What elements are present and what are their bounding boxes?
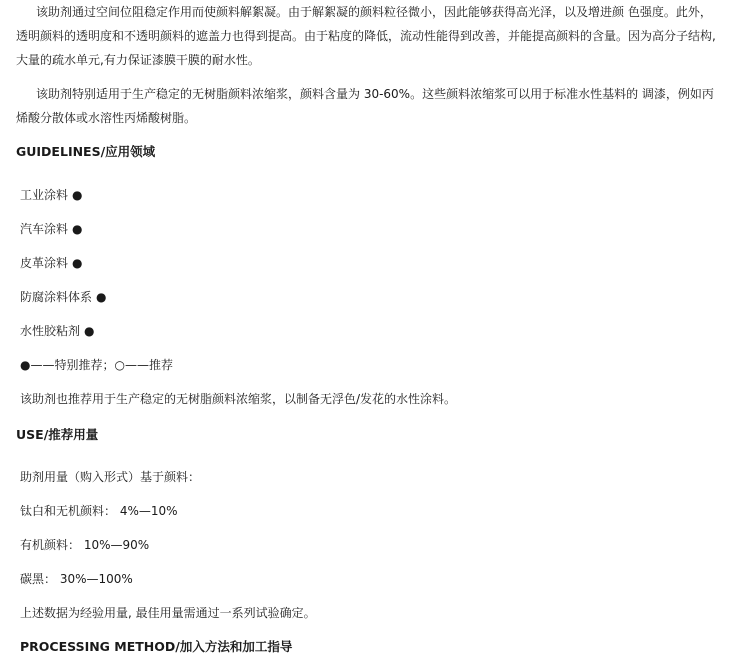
guidelines-note: 该助剂也推荐用于生产稳定的无树脂颜料浓缩浆，以制备无浮色/发花的水性涂料。 xyxy=(20,392,457,406)
guideline-item xyxy=(20,186,83,203)
use-basis: 助剂用量（购入形式）基于颜料： xyxy=(20,470,201,484)
dosage-row xyxy=(20,570,133,587)
guideline-item xyxy=(20,288,107,305)
dosage-label: 有机颜料： xyxy=(20,538,81,552)
dosage-value: 30%—100% xyxy=(59,572,133,586)
use-note: 上述数据为经验用量, 最佳用量需通过一系列试验确定。 xyxy=(20,606,316,620)
guideline-item-label: 工业涂料 xyxy=(20,188,69,202)
intro-paragraph-2: 该助剂特别适用于生产稳定的无树脂颜料浓缩浆，颜料含量为 30-60%。这些颜料浓缩浆可以用于标准水性基料的 调漆，例如丙烯酸分散体或水溶性丙烯酸树脂。 xyxy=(16,87,714,125)
recommend-mark: ● xyxy=(84,324,95,338)
dosage-label: 碳黑： xyxy=(20,572,57,586)
processing-heading: PROCESSING METHOD/加入方法和加工指导 xyxy=(20,639,293,654)
recommend-mark: ● xyxy=(72,222,83,236)
dosage-value: 4%—10% xyxy=(119,504,178,518)
dosage-value: 10%—90% xyxy=(83,538,150,552)
guideline-item-label: 汽车涂料 xyxy=(20,222,69,236)
recommend-mark: ● xyxy=(96,290,107,304)
guideline-item xyxy=(20,254,83,271)
guideline-item-label: 皮革涂料 xyxy=(20,256,69,270)
guideline-item xyxy=(20,220,83,237)
dosage-label: 钛白和无机颜料： xyxy=(20,504,117,518)
use-heading: USE/推荐用量 xyxy=(16,427,99,442)
guideline-item-label: 防腐涂料体系 xyxy=(20,290,93,304)
intro-paragraph-1: 该助剂通过空间位阻稳定作用而使颜料解絮凝。由于解絮凝的颜料粒径微小，因此能够获得高光泽，以及增进颜 色强度。此外，透明颜料的透明度和不透明颜料的遮盖力也得到提高。由于粘度的降低，流动性能得到改善，并能提高颜料的含量。因为高分子结构,大量的疏水单元,有力保证漆膜干膜的耐水性。 xyxy=(16,5,716,67)
guideline-item xyxy=(20,322,95,339)
recommend-mark: ● xyxy=(72,256,83,270)
recommend-legend: ●——特别推荐；○——推荐 xyxy=(20,358,173,372)
guidelines-heading: GUIDELINES/应用领域 xyxy=(16,144,156,159)
dosage-row xyxy=(20,502,178,519)
dosage-row xyxy=(20,536,149,553)
guideline-item-label: 水性胶粘剂 xyxy=(20,324,81,338)
recommend-mark: ● xyxy=(72,188,83,202)
